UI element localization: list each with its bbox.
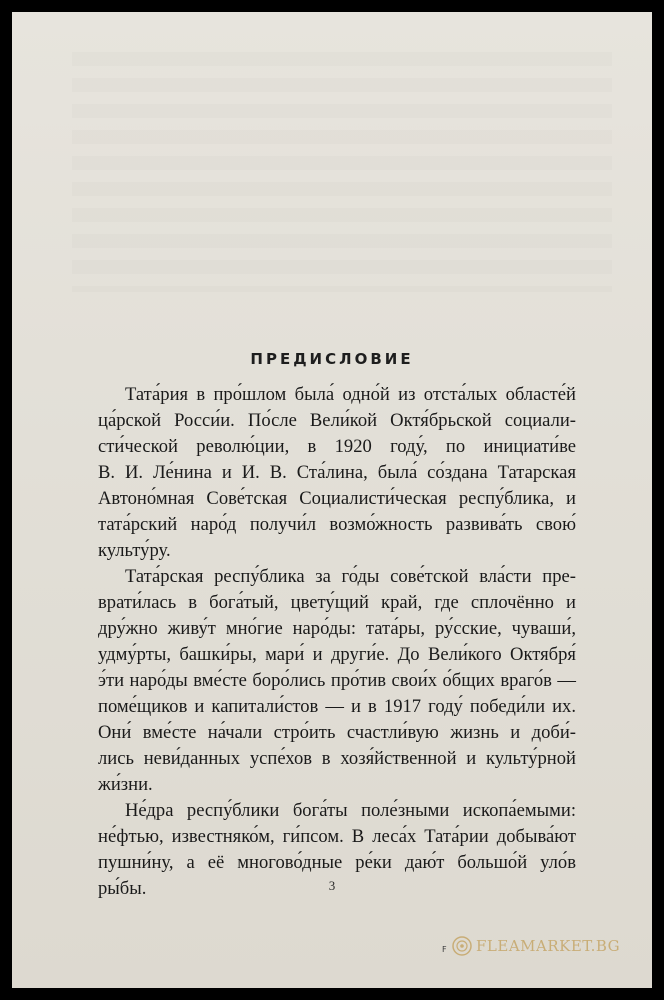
watermark	[452, 936, 620, 956]
text-line: удму́рты, башки́ры, мари́ и други́е. До Вели́кого Октября́	[98, 644, 576, 665]
text-line: не́фтью, известняко́м, ги́псом. В леса́х Тата́рии добыва́ют	[98, 826, 576, 847]
text-line: ры́бы.	[98, 878, 147, 899]
corner-letter: F	[442, 945, 447, 954]
text-line: лись неви́данных успе́хов в хозя́йственной и культу́рной	[98, 748, 576, 769]
text-line: Они́ вме́сте на́чали стро́ить счастли́вую жизнь и доби́-	[98, 722, 576, 743]
text-line: дру́жно живу́т мно́гие наро́ды: тата́ры, ру́сские, чуваши́,	[98, 618, 576, 639]
body-text	[98, 382, 576, 902]
page-number: 3	[328, 878, 336, 893]
text-line: поме́щиков и капитали́стов — и в 1917 году́ победи́ли их.	[98, 696, 576, 717]
fleamarket-logo-icon	[452, 936, 472, 956]
text-line: пушни́ну, а её многово́дные ре́ки даю́т большо́й уло́в	[98, 852, 576, 873]
text-line: Не́дра респу́блики бога́ты поле́зными ископа́емыми:	[125, 800, 576, 821]
watermark-text: FLEAMARKET.BG	[476, 937, 621, 955]
text-line: сти́ческой револю́ции, в 1920 году́, по инициати́ве	[98, 436, 576, 457]
text-line: э́ти наро́ды вме́сте боро́лись про́тив свои́х о́бщих враго́в —	[98, 670, 576, 691]
show-through-text	[72, 52, 612, 292]
text-line: Тата́рская респу́блика за го́ды сове́тской вла́сти пре-	[125, 566, 576, 587]
text-line: тата́рский наро́д получи́л возмо́жность развива́ть свою́	[98, 514, 576, 535]
text-line: жи́зни.	[98, 774, 153, 795]
text-line: Автоно́мная Сове́тская Социалисти́ческая респу́блика, и	[98, 488, 576, 509]
text-line: В. И. Ле́нина и И. В. Ста́лина, была́ со́здана Татарская	[98, 462, 576, 483]
text-line: культу́ру.	[98, 540, 171, 561]
text-line: Тата́рия в про́шлом была́ одно́й из отста́лых областе́й	[125, 384, 576, 405]
text-line: ца́рской Росси́и. По́сле Вели́кой Октя́брьской социали-	[98, 410, 576, 431]
text-line: врати́лась в бога́тый, цвету́щий край, где сплочённо и	[98, 592, 576, 613]
book-page	[12, 12, 652, 988]
page-heading: ПРЕДИСЛОВИЕ	[250, 350, 414, 368]
